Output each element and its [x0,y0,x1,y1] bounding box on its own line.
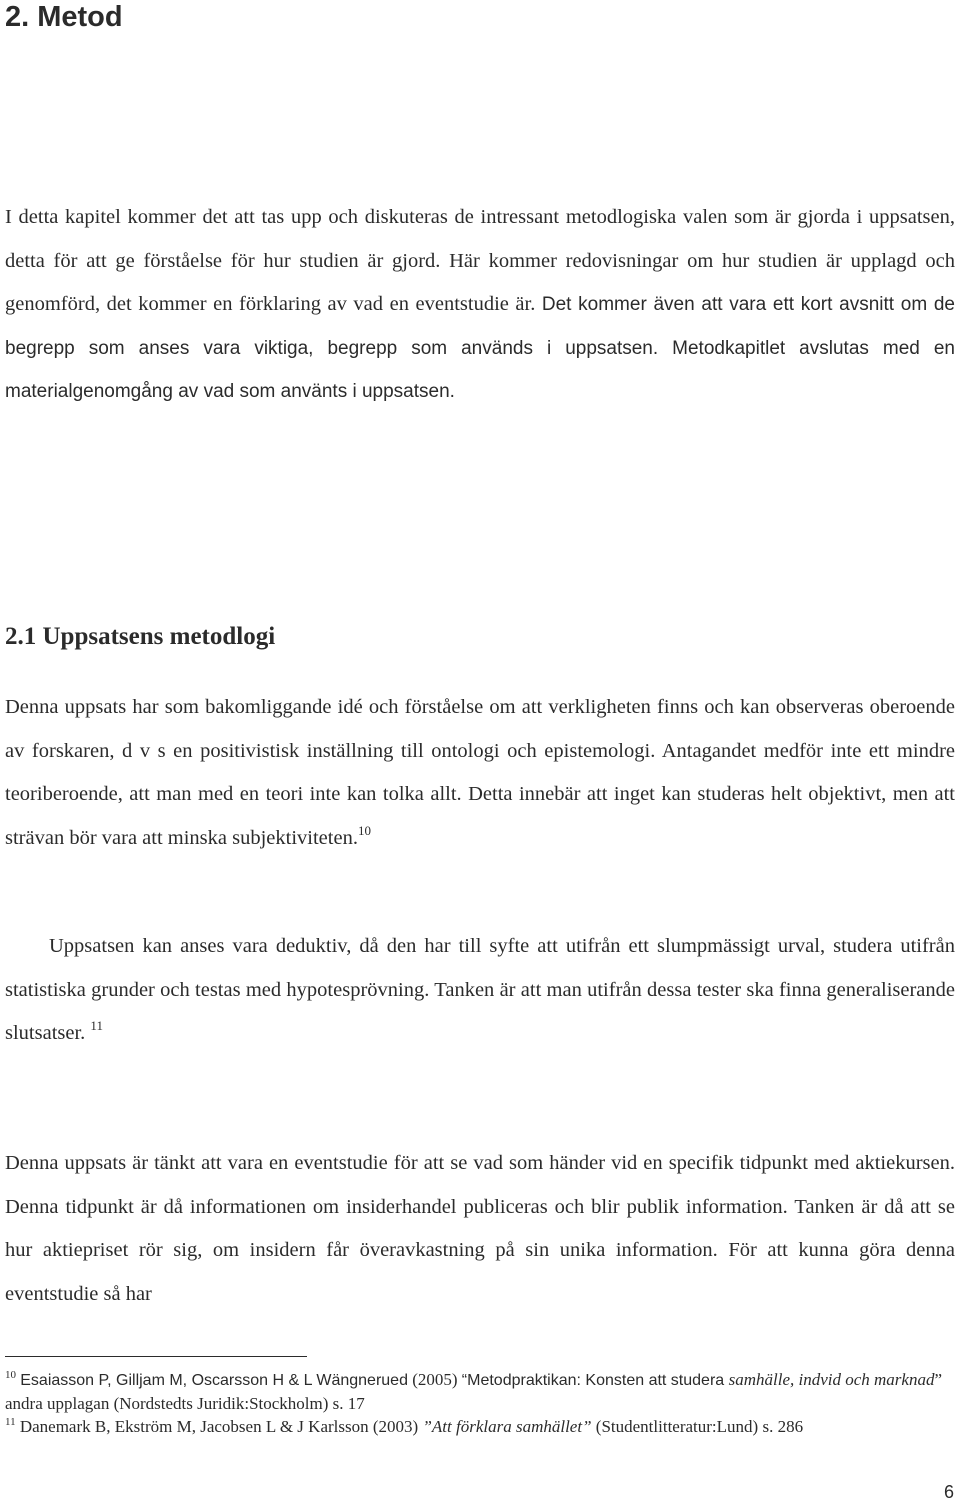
method-text: Denna uppsats har som bakomliggande idé och förståelse om att verkligheten finns och kan observeras oberoende av forskaren, d v s en positivistisk inställning till ontologi och epistemologi. Antagandet medför inte ett mindre teoriberoende, att man med en teori inte kan tolka allt. Detta innebär att inget kan studeras helt objektivt, men att strävan bör vara att minska subjektiviteten. [5,696,955,849]
event-study-paragraph [5,1142,955,1316]
footnote-number: 11 [5,1416,16,1428]
page-number: 6 [943,1482,954,1502]
footnote-publisher: (Studentlitteratur:Lund) s. 286 [591,1417,804,1436]
footnote-ref-10[interactable]: 10 [357,822,371,838]
section-heading: 2.1 Uppsatsens metodlogi [5,623,276,650]
footnote-publisher: andra upplagan (Nordstedts Juridik:Stockholm) s. 17 [5,1394,365,1413]
deductive-paragraph [5,925,955,1056]
chapter-heading: 2. Metod [5,1,123,33]
footnote-separator [5,1356,307,1357]
intro-paragraph [5,196,955,414]
event-study-text: Denna uppsats är tänkt att vara en eventstudie för att se vad som händer vid en specifik tidpunkt med aktiekursen. Denna tidpunkt är då informationen om insiderhandel publiceras och blir publik information. Tanken är då att se hur aktiepriset rör sig, om insidern får överavkastning på sin unika information. För att kunna göra denna eventstudie så har [5,1152,955,1305]
footnote-ref-11[interactable]: 11 [90,1018,103,1033]
footnote-number: 10 [5,1369,16,1381]
footnote-11: $^{11}$ Danemark B, Ekström M, Jacobsen L & J Karlsson (2003) ”Att förklara samhället” (Studentlitteratur:Lund) s. 286 [5,1416,804,1436]
intro-text-part-2: Det kommer även att vara ett kort avsnitt om de begrepp som anses vara viktiga, begrepp som används i uppsatsen. Metodkapitlet avslutas med en materialgenomgång av vad som använts i uppsatsen. [5,294,955,402]
footnote-year: (2003) [368,1417,423,1436]
footnote-authors: Esaiasson P, Gilljam M, Oscarsson H & L Wängnerued [20,1372,408,1389]
footnote-10: $^{10}$ Esaiasson P, Gilljam M, Oscarsson H & L Wängnerued (2005) “Metodpraktikan: Konsten att studera samhälle, indvid och marknad” andra upplagan (Nordstedts Juridik:Stockholm) s. 17 [5,1369,943,1413]
footnote-year: (2005) [407,1370,462,1389]
footnote-title: Att förklara samhället [431,1417,583,1436]
footnote-title: Metodpraktikan: Konsten att studera samhälle, indvid och marknad [467,1370,935,1389]
footnote-authors: Danemark B, Ekström M, Jacobsen L & J Karlsson [19,1417,369,1436]
deductive-text: Uppsatsen kan anses vara deduktiv, då den har till syfte att utifrån ett slumpmässigt urval, studera utifrån statistiska grunder och testas med hypotesprövning. Tanken är att man utifrån dessa tester ska finna generaliserande slutsatser. [5,935,955,1044]
intro-text-part-1: I detta kapitel kommer det att tas upp och diskuteras de intressant metodlogiska valen som är gjorda i uppsatsen, detta för att ge förståelse för hur studien är gjord. Här kommer redovisningar om hur studien är upplagd och genomförd, det kommer en förklaring av vad en eventstudie är. [5,206,955,315]
method-paragraph [5,686,955,860]
footnotes [5,1368,955,1438]
